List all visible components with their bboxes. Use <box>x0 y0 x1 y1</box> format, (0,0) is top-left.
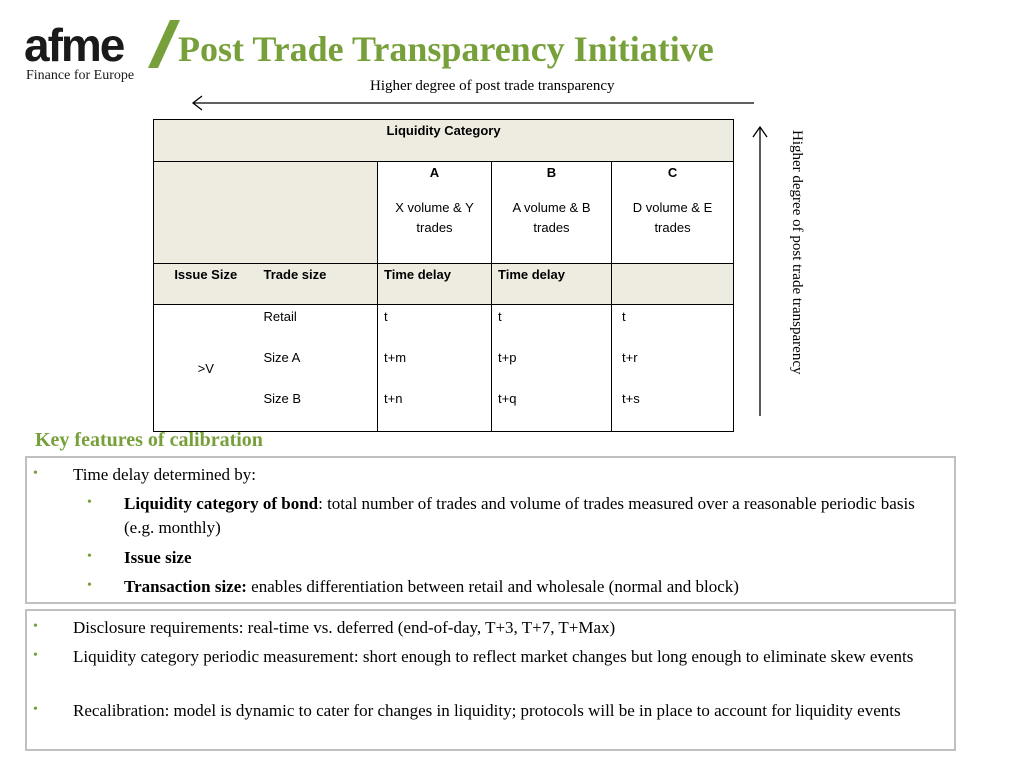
col-header-trade-size: Trade size <box>258 264 378 305</box>
category-c-letter: C <box>667 165 678 180</box>
sub-bullet-liquidity-text: : total number of trades and volume of trades measured over a reasonable periodic basis (e.g. monthly) <box>124 494 915 537</box>
category-b-cell <box>492 162 612 264</box>
bullet-icon: • <box>87 549 92 564</box>
delay-c-size-a: t+r <box>622 350 638 365</box>
table-row-retail-trade: Retail <box>263 309 297 324</box>
delay-a-size-b: t+n <box>384 391 403 406</box>
disclosure-item: Disclosure requirements: real-time vs. deferred (end-of-day, T+3, T+7, T+Max) <box>73 618 616 637</box>
delay-a-size-a: t+m <box>384 350 407 365</box>
bullet-icon: • <box>87 578 92 593</box>
up-arrow-icon <box>750 124 770 418</box>
sub-bullet-liquidity <box>124 492 934 540</box>
delay-c-size-b: t+s <box>622 391 640 406</box>
vertical-arrow-label: Higher degree of post trade transparency <box>789 130 805 375</box>
recalibration-item: Recalibration: model is dynamic to cater for changes in liquidity; protocols will be in place to account for liquidity events <box>73 701 901 720</box>
sub-bullet-transaction-bold: Transaction size: <box>124 577 247 596</box>
bullet-icon: • <box>33 702 38 717</box>
delay-a-retail: t <box>384 309 388 324</box>
disclosure-box <box>25 609 956 751</box>
sub-bullet-transaction-text: enables differentiation between retail and wholesale (normal and block) <box>246 577 739 596</box>
sub-bullet-liquidity-bold: Liquidity category of bond <box>124 494 319 513</box>
category-b-desc: A volume & B trades <box>512 200 591 235</box>
bullet-icon: • <box>33 619 38 634</box>
bullet-icon: • <box>33 466 38 481</box>
logo-word: afme <box>24 19 124 71</box>
time-delay-a-column <box>378 305 492 432</box>
left-arrow-icon <box>190 94 756 112</box>
col-header-empty <box>612 264 734 305</box>
page-title: Post Trade Transparency Initiative <box>178 29 714 69</box>
logo-slash-icon <box>148 20 180 68</box>
trade-size-column <box>258 305 378 432</box>
bullet-icon: • <box>87 495 92 510</box>
category-a-cell <box>378 162 492 264</box>
category-b-letter: B <box>546 165 557 180</box>
col-header-issue-size: Issue Size <box>154 264 258 305</box>
delay-b-size-b: t+q <box>498 391 517 406</box>
time-delay-box <box>25 456 956 604</box>
category-c-desc: D volume & E trades <box>632 200 713 235</box>
time-delay-main: Time delay determined by: <box>73 465 257 484</box>
liquidity-table <box>153 119 734 432</box>
delay-c-retail: t <box>622 309 626 324</box>
time-delay-c-column <box>612 305 734 432</box>
sub-bullet-issue-size-bold: Issue size <box>124 548 192 567</box>
time-delay-b-column <box>492 305 612 432</box>
horizontal-arrow-label: Higher degree of post trade transparency <box>370 78 615 94</box>
col-header-time-delay-a: Time delay <box>378 264 492 305</box>
measurement-item: Liquidity category periodic measurement: short enough to reflect market changes but long enough to eliminate skew events <box>73 647 914 666</box>
delay-b-retail: t <box>498 309 502 324</box>
category-a-desc: X volume & Y trades <box>395 200 474 235</box>
table-row-size-b-trade: Size B <box>263 391 302 406</box>
issue-size-value: >V <box>154 305 258 432</box>
sub-bullet-transaction <box>124 575 944 599</box>
key-features-heading: Key features of calibration <box>35 429 263 451</box>
bullet-icon: • <box>33 648 38 663</box>
delay-b-size-a: t+p <box>498 350 517 365</box>
category-c-cell <box>612 162 734 264</box>
logo-tagline: Finance for Europe <box>26 68 135 83</box>
table-empty-cell <box>154 162 378 264</box>
col-header-time-delay-b: Time delay <box>492 264 612 305</box>
table-header-liquidity-category: Liquidity Category <box>154 120 734 162</box>
category-a-letter: A <box>429 165 440 180</box>
sub-bullet-issue-size <box>124 546 934 570</box>
table-row-size-a-trade: Size A <box>263 350 301 365</box>
